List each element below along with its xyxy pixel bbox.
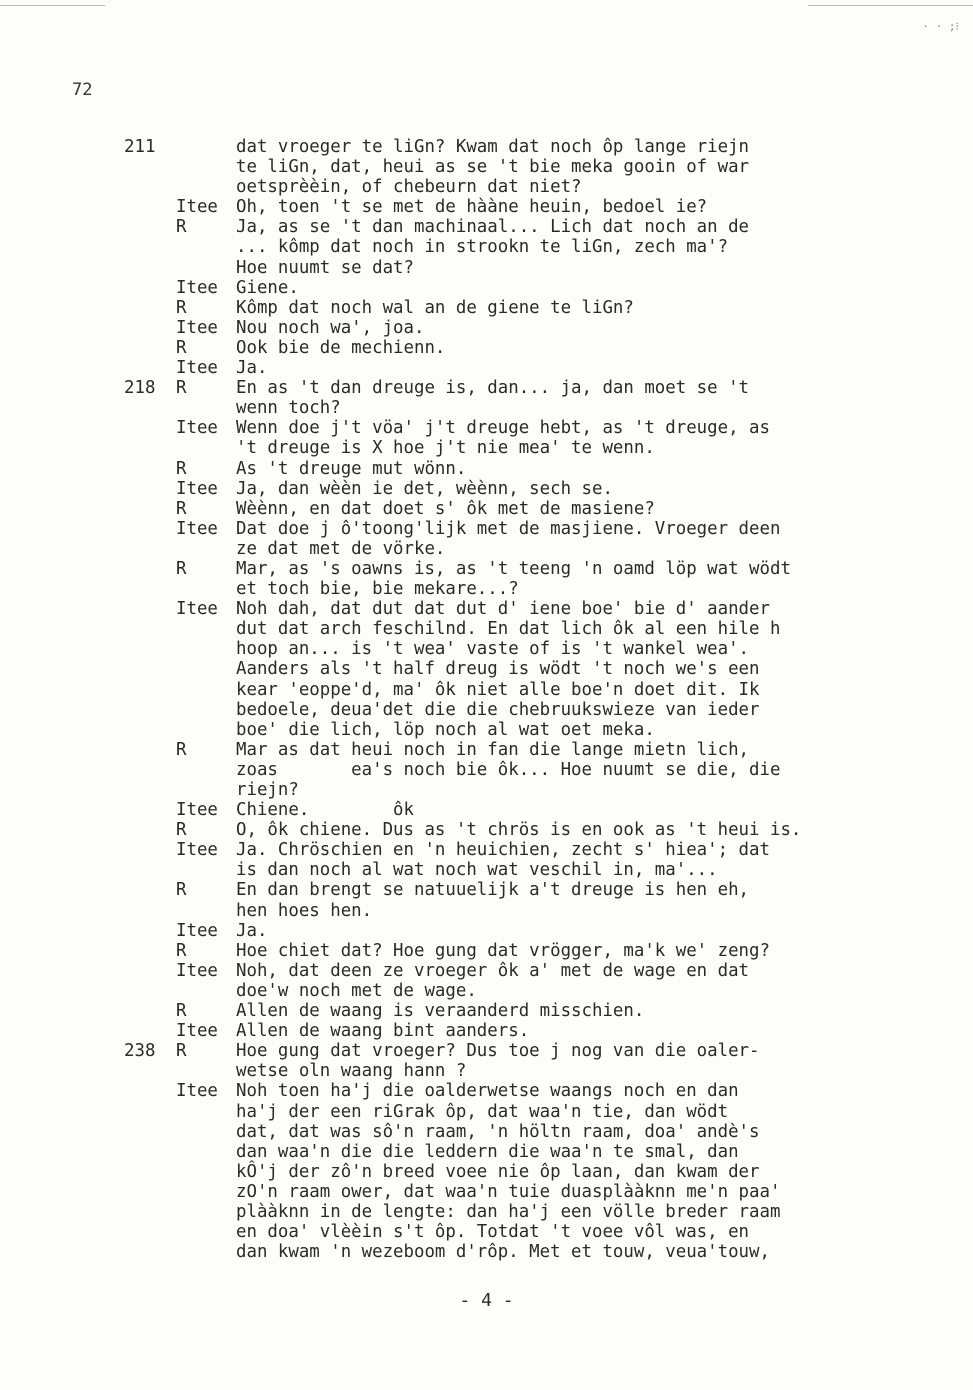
utterance-text: Oh, toen 't se met de hààne heuin, bedoel ie? — [236, 197, 708, 218]
transcript-line — [0, 1001, 973, 1021]
utterance-text: Noh toen ha'j die oalderwetse waangs noch en dan — [236, 1081, 739, 1102]
utterance-text: oetsprèèin, of chebeurn dat niet? — [236, 177, 582, 198]
utterance-text: Wenn doe j't vöa' j't dreuge hebt, as 't dreuge, as — [236, 418, 770, 439]
utterance-text: Allen de waang bint aanders. — [236, 1021, 530, 1042]
transcript-line — [0, 659, 973, 679]
transcript-line — [0, 639, 973, 659]
speaker-label: Itee — [176, 1081, 218, 1102]
transcript-line — [0, 237, 973, 257]
utterance-text: Noh dah, dat dut dat dut d' iene boe' bie d' aander — [236, 599, 770, 620]
transcript-line — [0, 398, 973, 418]
transcript-line — [0, 720, 973, 740]
utterance-text: Nou noch wa', joa. — [236, 317, 425, 338]
speaker-label: Itee — [176, 478, 218, 499]
utterance-text: en doa' vlèèin s't ôp. Totdat 't voee vôl was, en — [236, 1222, 750, 1243]
transcript-line — [0, 499, 973, 519]
speaker-label: Itee — [176, 317, 218, 338]
utterance-text: kÔ'j der zô'n breed voee nie ôp laan, dan kwam der — [236, 1161, 760, 1182]
page-number: 72 — [72, 80, 93, 100]
speaker-label: Itee — [176, 277, 218, 298]
speaker-label: R — [176, 337, 187, 358]
utterance-text: Dat doe j ô'toong'lijk met de masjiene. Vroeger deen — [236, 518, 781, 539]
utterance-text: 't dreuge is X hoe j't nie mea' te wenn. — [236, 438, 655, 459]
transcript-line — [0, 820, 973, 840]
transcript-line — [0, 1182, 973, 1202]
speaker-label: R — [176, 498, 187, 519]
transcript-line — [0, 1081, 973, 1101]
speaker-label: R — [176, 880, 187, 901]
utterance-text: Allen de waang is veraanderd misschien. — [236, 1001, 645, 1022]
utterance-text: Ja. — [236, 920, 268, 941]
utterance-text: kear 'eoppe'd, ma' ôk niet alle boe'n doet dit. Ik — [236, 679, 760, 700]
transcript-line — [0, 137, 973, 157]
transcript-line — [0, 880, 973, 900]
utterance-text: dat vroeger te liGn? Kwam dat noch ôp lange riejn — [236, 137, 750, 157]
transcript-line — [0, 358, 973, 378]
utterance-text: et toch bie, bie mekare...? — [236, 579, 519, 600]
utterance-text: wetse oln waang hann ? — [236, 1061, 467, 1082]
transcript-line — [0, 278, 973, 298]
scan-edge-line-left — [0, 5, 105, 6]
utterance-text: ha'j der een riGrak ôp, dat waa'n tie, dan wödt — [236, 1101, 729, 1122]
utterance-text: Kômp dat noch wal an de giene te liGn? — [236, 297, 634, 318]
utterance-text: Giene. — [236, 277, 299, 298]
utterance-text: Ja. — [236, 358, 268, 379]
utterance-text: wenn toch? — [236, 398, 341, 419]
transcript-line — [0, 258, 973, 278]
transcript-line — [0, 1162, 973, 1182]
transcript-line — [0, 981, 973, 1001]
transcript-line — [0, 157, 973, 177]
utterance-text: boe' die lich, löp noch al wat oet meka. — [236, 719, 655, 740]
transcript-line — [0, 961, 973, 981]
speaker-label: Itee — [176, 920, 218, 941]
utterance-text: Mar as dat heui noch in fan die lange mietn lich, — [236, 739, 750, 760]
transcript-line — [0, 1041, 973, 1061]
utterance-text: Ja. Chröschien en 'n heuichien, zecht s' hiea'; dat — [236, 840, 770, 861]
transcript-line — [0, 459, 973, 479]
utterance-text: Hoe chiet dat? Hoe gung dat vrögger, ma'k we' zeng? — [236, 940, 770, 961]
utterance-text: dat, dat was sô'n raam, 'n höltn raam, doa' andè's — [236, 1121, 760, 1142]
footer-page-number: - 4 - — [459, 1290, 514, 1311]
transcript-line — [0, 579, 973, 599]
utterance-text: O, ôk chiene. Dus as 't chrös is en ook as 't heui is. — [236, 820, 802, 841]
scan-edge-line-right — [808, 5, 973, 6]
utterance-text: plààknn in de lengte: dan ha'j een völle breder raam — [236, 1201, 781, 1222]
transcript-line — [0, 338, 973, 358]
transcript-line — [0, 479, 973, 499]
utterance-text: As 't dreuge mut wönn. — [236, 458, 467, 479]
transcript-line — [0, 740, 973, 760]
speaker-label: Itee — [176, 960, 218, 981]
utterance-text: Noh, dat deen ze vroeger ôk a' met de wage en dat — [236, 960, 750, 981]
speaker-label: R — [176, 558, 187, 579]
transcript-line — [0, 318, 973, 338]
speaker-label: R — [176, 378, 187, 399]
margin-mark: · · ;⁝ — [922, 20, 959, 33]
speaker-label: Itee — [176, 800, 218, 821]
utterance-text: Hoe gung dat vroeger? Dus toe j nog van die oaler- — [236, 1041, 760, 1062]
utterance-text: dut dat arch feschilnd. En dat lich ôk al een hile h — [236, 619, 781, 640]
transcript-line — [0, 860, 973, 880]
transcript-line — [0, 941, 973, 961]
transcript-line — [0, 619, 973, 639]
utterance-text: En as 't dan dreuge is, dan... ja, dan moet se 't — [236, 378, 750, 399]
transcript-line — [0, 539, 973, 559]
speaker-label: R — [176, 458, 187, 479]
line-number: 238 — [124, 1041, 156, 1062]
speaker-label: R — [176, 217, 187, 238]
utterance-text: riejn? — [236, 780, 299, 800]
utterance-text: dan kwam 'n wezeboom d'rôp. Met et touw, veua'touw, — [236, 1242, 770, 1263]
transcript-line — [0, 1122, 973, 1142]
utterance-text: ... kômp dat noch in strookn te liGn, zech ma'? — [236, 237, 729, 258]
utterance-text: Wèènn, en dat doet s' ôk met de masiene? — [236, 498, 655, 519]
line-number: 211 — [124, 137, 156, 157]
utterance-text: Ook bie de mechienn. — [236, 337, 446, 358]
utterance-text: hen hoes hen. — [236, 900, 373, 921]
transcript-line — [0, 901, 973, 921]
speaker-label: Itee — [176, 599, 218, 620]
speaker-label: Itee — [176, 518, 218, 539]
utterance-text: te liGn, dat, heui as se 't bie meka gooin of war — [236, 157, 750, 178]
transcript-line — [0, 1222, 973, 1242]
utterance-text: ze dat met de vörke. — [236, 538, 446, 559]
transcript-line — [0, 438, 973, 458]
utterance-text: doe'w noch met de wage. — [236, 980, 477, 1001]
utterance-text: En dan brengt se natuuelijk a't dreuge is hen eh, — [236, 880, 750, 901]
transcript-line — [0, 418, 973, 438]
transcript-line — [0, 1142, 973, 1162]
utterance-text: Ja, as se 't dan machinaal... Lich dat noch an de — [236, 217, 750, 238]
transcript-line — [0, 760, 973, 780]
speaker-label: R — [176, 1001, 187, 1022]
utterance-text: Mar, as 's oawns is, as 't teeng 'n oamd löp wat wödt — [236, 558, 791, 579]
speaker-label: R — [176, 940, 187, 961]
speaker-label: Itee — [176, 358, 218, 379]
utterance-text: zO'n raam ower, dat waa'n tuie duasplààknn me'n paa' — [236, 1181, 781, 1202]
transcript-line — [0, 1061, 973, 1081]
transcript-line — [0, 680, 973, 700]
speaker-label: Itee — [176, 1021, 218, 1042]
speaker-label: R — [176, 820, 187, 841]
utterance-text: bedoele, deua'det die die chebruukswieze van ieder — [236, 699, 760, 720]
speaker-label: R — [176, 1041, 187, 1062]
transcript-line — [0, 800, 973, 820]
utterance-text: Aanders als 't half dreug is wödt 't noch we's een — [236, 659, 760, 680]
transcript-line — [0, 177, 973, 197]
transcript-line — [0, 1021, 973, 1041]
transcript-line — [0, 780, 973, 800]
transcript-line — [0, 217, 973, 237]
transcript-line — [0, 599, 973, 619]
transcript-line — [0, 1102, 973, 1122]
transcript-line — [0, 1242, 973, 1262]
transcript — [0, 137, 973, 1262]
transcript-line — [0, 519, 973, 539]
utterance-text: hoop an... is 't wea' vaste of is 't wankel wea'. — [236, 639, 750, 660]
speaker-label: Itee — [176, 840, 218, 861]
transcript-line — [0, 921, 973, 941]
utterance-text: dan waa'n die die leddern die waa'n te smal, dan — [236, 1141, 739, 1162]
transcript-line — [0, 298, 973, 318]
transcript-line — [0, 559, 973, 579]
transcript-line — [0, 1202, 973, 1222]
speaker-label: Itee — [176, 418, 218, 439]
speaker-label: R — [176, 739, 187, 760]
transcript-line — [0, 378, 973, 398]
utterance-text: Hoe nuumt se dat? — [236, 257, 414, 278]
speaker-label: R — [176, 297, 187, 318]
utterance-text: Chiene. ôk — [236, 800, 414, 821]
line-number: 218 — [124, 378, 156, 399]
utterance-text: is dan noch al wat noch wat veschil in, ma'... — [236, 860, 718, 881]
transcript-line — [0, 197, 973, 217]
speaker-label: Itee — [176, 197, 218, 218]
transcript-line — [0, 840, 973, 860]
transcript-line — [0, 700, 973, 720]
utterance-text: zoas ea's noch bie ôk... Hoe nuumt se die, die — [236, 759, 781, 780]
utterance-text: Ja, dan wèèn ie det, wèènn, sech se. — [236, 478, 613, 499]
